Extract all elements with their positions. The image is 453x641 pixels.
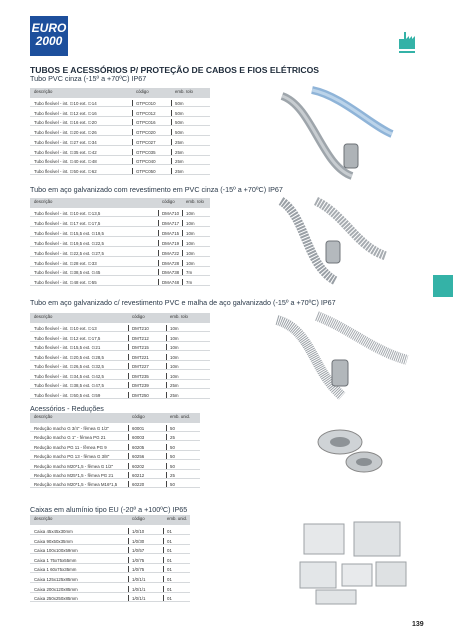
- row-quantity: 10m: [186, 240, 195, 246]
- table-row: [30, 168, 210, 175]
- row-quantity: 01: [167, 529, 172, 534]
- table-row: [30, 557, 190, 564]
- column-separator: [166, 354, 167, 360]
- row-description: Redução macho PG 13 - fêmea G 3/8": [34, 454, 110, 460]
- row-code: 1/0/30: [132, 538, 145, 544]
- column-separator: [132, 149, 133, 155]
- column-separator: [128, 434, 129, 440]
- row-description: Tubo flexível - int. ∅20 ext. ∅26: [34, 130, 97, 136]
- column-separator: [128, 344, 129, 350]
- table-row: [30, 354, 210, 361]
- table-row: [30, 382, 210, 389]
- column-separator: [132, 110, 133, 116]
- row-quantity: 50m: [175, 130, 184, 136]
- row-code: DMA717: [162, 220, 180, 226]
- euro2000-logo: [30, 16, 68, 56]
- column-separator: [171, 149, 172, 155]
- table-row: [30, 472, 200, 479]
- row-quantity: 10m: [186, 230, 195, 236]
- row-description: Caixa 90x50x35mm: [34, 538, 73, 544]
- column-separator: [128, 444, 129, 450]
- table-header: [30, 413, 200, 423]
- table-header: [30, 88, 210, 98]
- column-separator: [128, 595, 129, 601]
- column-separator: [171, 168, 172, 174]
- column-separator: [128, 547, 129, 553]
- row-code: DMT210: [132, 326, 149, 331]
- row-code: 60220: [132, 482, 145, 488]
- col-header: descrição: [34, 199, 53, 204]
- braided-tube-image: [272, 310, 412, 400]
- row-code: DMA728: [162, 260, 180, 266]
- column-separator: [171, 129, 172, 135]
- column-separator: [158, 279, 159, 285]
- table-row: [30, 481, 200, 488]
- row-code: GTPC050: [136, 168, 156, 174]
- row-description: Caixa 45x45x30mm: [34, 529, 73, 534]
- column-separator: [128, 325, 129, 331]
- row-code: 1/0/75: [132, 557, 145, 563]
- row-code: DMT235: [132, 373, 149, 379]
- column-separator: [166, 472, 167, 478]
- row-quantity: 01: [167, 596, 172, 602]
- row-code: DMA738: [162, 270, 180, 276]
- column-separator: [132, 100, 133, 106]
- row-code: DMT227: [132, 364, 149, 369]
- row-description: Tubo flexível - int. ∅27 ext. ∅34: [34, 139, 97, 145]
- section-tab: [433, 275, 453, 297]
- row-description: Tubo flexível - int. ∅34,5 ext. ∅42,5: [34, 373, 104, 379]
- table-row: [30, 463, 200, 470]
- pvc-tube-image: [272, 86, 412, 182]
- column-separator: [182, 269, 183, 275]
- row-description: Caixa 1 60x75x35mm: [34, 567, 77, 573]
- column-separator: [163, 538, 164, 544]
- column-separator: [163, 557, 164, 563]
- table-row: [30, 586, 190, 593]
- column-separator: [128, 576, 129, 582]
- column-separator: [128, 566, 129, 572]
- table-row: [30, 547, 190, 554]
- column-separator: [158, 260, 159, 266]
- table-row: [30, 158, 210, 165]
- row-code: DMT215: [132, 345, 149, 350]
- factory-icon: [396, 27, 420, 57]
- table-row: [30, 279, 210, 286]
- col-header: descrição: [34, 516, 53, 521]
- column-separator: [166, 434, 167, 440]
- reducer-image: [312, 420, 392, 476]
- row-code: DMT250: [132, 392, 149, 398]
- table-row: [30, 373, 210, 380]
- column-separator: [163, 547, 164, 553]
- column-separator: [163, 595, 164, 601]
- column-separator: [163, 586, 164, 592]
- row-code: DMA748: [162, 280, 180, 286]
- column-separator: [128, 557, 129, 563]
- column-separator: [166, 335, 167, 341]
- row-description: Tubo flexível - int. ∅15,5 ext. ∅21: [34, 345, 101, 350]
- row-quantity: 7m: [186, 280, 193, 286]
- row-description: Tubo flexível - int. ∅38,5 ext. ∅47,5: [34, 383, 104, 388]
- table-row: [30, 325, 210, 332]
- row-code: GTPC027: [136, 139, 156, 145]
- row-description: Tubo flexível - int. ∅17 ext. ∅17,5: [34, 220, 101, 226]
- table-row: [30, 444, 200, 451]
- row-code: GTPC020: [136, 130, 156, 136]
- column-separator: [171, 100, 172, 106]
- column-separator: [158, 269, 159, 275]
- row-code: GTPC012: [136, 110, 156, 116]
- section-title: Caixas em alumínio tipo EU (-20º a +100ºC) IP65: [30, 505, 188, 514]
- row-code: 60205: [132, 444, 145, 450]
- row-code: DMT221: [132, 354, 149, 360]
- row-quantity: 10m: [170, 326, 179, 331]
- col-header: código: [132, 314, 145, 319]
- row-code: 1/0/10: [132, 529, 145, 534]
- row-code: 60001: [132, 426, 145, 431]
- row-description: Tubo flexível - int. ∅38,5 ext. ∅45: [34, 270, 101, 276]
- section-title: Tubo PVC cinza (-15º a +70ºC) IP67: [30, 74, 147, 83]
- column-separator: [166, 481, 167, 487]
- table-row: [30, 335, 210, 342]
- column-separator: [132, 158, 133, 164]
- row-description: Tubo flexível - int. ∅19,5 ext. ∅22,5: [34, 240, 104, 246]
- column-separator: [171, 110, 172, 116]
- row-quantity: 10m: [186, 260, 195, 266]
- column-separator: [182, 279, 183, 285]
- row-quantity: 50: [170, 426, 175, 431]
- column-separator: [163, 576, 164, 582]
- section-title: Acessórios - Reduções: [30, 404, 104, 413]
- row-code: 60202: [132, 463, 145, 469]
- column-separator: [128, 528, 129, 534]
- column-separator: [171, 158, 172, 164]
- row-description: Tubo flexível - int. ∅48 ext. ∅55: [34, 280, 97, 286]
- row-code: GTPC016: [136, 120, 156, 126]
- row-quantity: 10m: [170, 354, 179, 360]
- column-separator: [158, 250, 159, 256]
- col-header: código: [132, 414, 145, 419]
- row-description: Tubo flexível - int. ∅16 ext. ∅20: [34, 120, 97, 126]
- row-description: Tubo flexível - int. ∅50,5 ext. ∅59: [34, 392, 101, 398]
- row-quantity: 50: [170, 463, 175, 469]
- row-quantity: 25m: [175, 149, 184, 155]
- row-code: DMA715: [162, 230, 180, 236]
- table-row: [30, 538, 190, 545]
- row-quantity: 01: [167, 586, 172, 592]
- table-header: [30, 198, 210, 208]
- column-separator: [182, 230, 183, 236]
- column-separator: [132, 129, 133, 135]
- column-separator: [128, 373, 129, 379]
- row-code: 1/0/57: [132, 548, 145, 554]
- row-code: 1/0/75: [132, 567, 145, 573]
- column-separator: [128, 354, 129, 360]
- column-separator: [182, 260, 183, 266]
- table-row: [30, 230, 210, 237]
- col-header: código: [162, 199, 175, 204]
- row-quantity: 50m: [175, 120, 184, 126]
- row-description: Tubo flexível - int. ∅10 ext. ∅13: [34, 326, 97, 331]
- column-separator: [166, 325, 167, 331]
- row-code: GTPC040: [136, 159, 156, 165]
- row-quantity: 50: [170, 444, 175, 450]
- column-separator: [128, 538, 129, 544]
- table-row: [30, 220, 210, 227]
- row-code: DMT212: [132, 335, 149, 341]
- column-separator: [128, 392, 129, 398]
- row-code: GTPC010: [136, 101, 156, 106]
- row-description: Tubo flexível - int. ∅50 ext. ∅62: [34, 168, 97, 174]
- table-row: [30, 149, 210, 156]
- row-quantity: 25: [170, 473, 175, 478]
- row-code: 1/0/1/1: [132, 577, 146, 582]
- row-description: Redução macho G 3/4" - fêmea G 1/2": [34, 426, 110, 431]
- row-quantity: 01: [167, 557, 172, 563]
- col-header: código: [132, 516, 145, 521]
- row-description: Redução macho PG 11 - fêmea PG 9: [34, 444, 107, 450]
- row-quantity: 01: [167, 567, 172, 573]
- column-separator: [166, 344, 167, 350]
- column-separator: [171, 119, 172, 125]
- row-quantity: 10m: [170, 364, 179, 369]
- col-header: descrição: [34, 414, 53, 419]
- row-quantity: 01: [167, 577, 172, 582]
- section-title: Tubo em aço galvanizado c/ revestimento PVC e malha de aço galvanizado (-15º a +70ºC) IP67: [30, 298, 336, 307]
- col-header: emb. rolo: [170, 314, 188, 319]
- table-row: [30, 425, 200, 432]
- table-row: [30, 344, 210, 351]
- row-quantity: 50: [170, 482, 175, 488]
- row-quantity: 25m: [170, 392, 179, 398]
- row-description: Redução macho M20*1,5 - fêmea M16*1,5: [34, 482, 118, 488]
- column-separator: [166, 373, 167, 379]
- row-description: Redução macho G 1" - fêmea PG 21: [34, 435, 106, 441]
- logo-line1: EURO: [31, 21, 67, 35]
- row-description: Redução macho M20*1,5 - fêmea G 1/2": [34, 463, 114, 469]
- row-code: GTPC035: [136, 149, 156, 155]
- table-row: [30, 392, 210, 399]
- row-quantity: 7m: [186, 270, 193, 276]
- row-description: Tubo flexível - int. ∅12 ext. ∅17,5: [34, 335, 101, 341]
- column-separator: [128, 425, 129, 431]
- row-quantity: 25m: [175, 139, 184, 145]
- table-row: [30, 566, 190, 573]
- col-header: emb. unid.: [167, 516, 188, 521]
- table-row: [30, 260, 210, 267]
- column-separator: [166, 463, 167, 469]
- table-header: [30, 313, 210, 323]
- table-row: [30, 139, 210, 146]
- column-separator: [182, 220, 183, 226]
- table-row: [30, 210, 210, 217]
- row-code: 60212: [132, 473, 145, 478]
- column-separator: [132, 168, 133, 174]
- table-header: [30, 515, 190, 525]
- col-header: emb. unid.: [170, 414, 191, 419]
- row-code: DMA719: [162, 240, 180, 246]
- column-separator: [158, 240, 159, 246]
- row-description: Tubo flexível - int. ∅15,5 ext. ∅19,5: [34, 230, 104, 236]
- row-quantity: 10m: [170, 373, 179, 379]
- row-code: 1/0/1/1: [132, 596, 146, 602]
- table-row: [30, 434, 200, 441]
- row-description: Redução macho M25*1,5 - fêmea PG 21: [34, 473, 114, 478]
- col-header: código: [136, 89, 149, 94]
- col-header: emb. rolo: [186, 199, 204, 204]
- column-separator: [182, 210, 183, 216]
- col-header: descrição: [34, 89, 53, 94]
- column-separator: [166, 382, 167, 388]
- row-description: Tubo flexível - int. ∅35 ext. ∅42: [34, 149, 97, 155]
- col-header: emb. rolo: [175, 89, 193, 94]
- table-row: [30, 250, 210, 257]
- column-separator: [158, 210, 159, 216]
- row-description: Tubo flexível - int. ∅10 ext. ∅13,5: [34, 211, 101, 216]
- row-quantity: 10m: [170, 345, 179, 350]
- column-separator: [166, 444, 167, 450]
- row-quantity: 10m: [186, 220, 195, 226]
- row-quantity: 01: [167, 538, 172, 544]
- column-separator: [128, 463, 129, 469]
- column-separator: [182, 250, 183, 256]
- row-description: Tubo flexível - int. ∅22,5 ext. ∅27,5: [34, 250, 104, 256]
- table-row: [30, 119, 210, 126]
- table-row: [30, 129, 210, 136]
- row-quantity: 25m: [170, 383, 179, 388]
- row-code: DMA710: [162, 211, 180, 216]
- table-row: [30, 363, 210, 370]
- logo-line2: 2000: [35, 34, 63, 48]
- column-separator: [158, 230, 159, 236]
- row-quantity: 50m: [175, 101, 184, 106]
- column-separator: [128, 481, 129, 487]
- col-header: descrição: [34, 314, 53, 319]
- page-number: 139: [412, 621, 424, 628]
- column-separator: [171, 139, 172, 145]
- column-separator: [132, 119, 133, 125]
- row-quantity: 25m: [175, 168, 184, 174]
- page-title: TUBOS E ACESSÓRIOS P/ PROTEÇÃO DE CABOS E FIOS ELÉTRICOS: [30, 65, 320, 75]
- galvanized-tube-image: [276, 196, 396, 286]
- row-code: 60256: [132, 454, 145, 460]
- table-row: [30, 576, 190, 583]
- column-separator: [166, 425, 167, 431]
- column-separator: [163, 566, 164, 572]
- row-quantity: 50m: [175, 110, 184, 116]
- table-row: [30, 453, 200, 460]
- column-separator: [128, 453, 129, 459]
- row-quantity: 50: [170, 454, 175, 460]
- column-separator: [128, 382, 129, 388]
- section-title: Tubo em aço galvanizado com revestimento em PVC cinza (-15º a +70ºC) IP67: [30, 185, 283, 194]
- column-separator: [132, 139, 133, 145]
- row-code: 60003: [132, 435, 145, 441]
- column-separator: [158, 220, 159, 226]
- column-separator: [182, 240, 183, 246]
- row-code: DMT239: [132, 383, 149, 388]
- row-description: Caixa 200x120x85mm: [34, 586, 78, 592]
- row-description: Caixa 100x100x59mm: [34, 548, 78, 554]
- table-row: [30, 100, 210, 107]
- row-code: 1/0/1/1: [132, 586, 146, 592]
- column-separator: [128, 586, 129, 592]
- table-row: [30, 110, 210, 117]
- row-description: Tubo flexível - int. ∅12 ext. ∅16: [34, 110, 97, 116]
- row-description: Tubo flexível - int. ∅28 ext. ∅33: [34, 260, 97, 266]
- row-description: Tubo flexível - int. ∅26,5 ext. ∅32,5: [34, 364, 104, 369]
- row-quantity: 01: [167, 548, 172, 554]
- row-code: DMA722: [162, 250, 180, 256]
- row-quantity: 10m: [170, 335, 179, 341]
- column-separator: [166, 363, 167, 369]
- row-quantity: 10m: [186, 211, 195, 216]
- row-quantity: 25: [170, 435, 175, 441]
- column-separator: [166, 392, 167, 398]
- row-description: Caixa 250x250x85mm: [34, 596, 78, 602]
- table-row: [30, 269, 210, 276]
- row-quantity: 25m: [175, 159, 184, 165]
- aluminium-box-image: [296, 518, 412, 606]
- row-description: Caixa 1 75x75x55mm: [34, 557, 77, 563]
- column-separator: [163, 528, 164, 534]
- row-description: Tubo flexível - int. ∅40 ext. ∅48: [34, 159, 97, 165]
- column-separator: [166, 453, 167, 459]
- row-description: Tubo flexível - int. ∅20,5 ext. ∅28,5: [34, 354, 104, 360]
- column-separator: [128, 472, 129, 478]
- column-separator: [128, 363, 129, 369]
- row-quantity: 10m: [186, 250, 195, 256]
- table-row: [30, 528, 190, 535]
- row-description: Caixa 125x125x85mm: [34, 577, 78, 582]
- table-row: [30, 240, 210, 247]
- column-separator: [128, 335, 129, 341]
- table-row: [30, 595, 190, 602]
- row-description: Tubo flexível - int. ∅10 ext. ∅14: [34, 101, 97, 106]
